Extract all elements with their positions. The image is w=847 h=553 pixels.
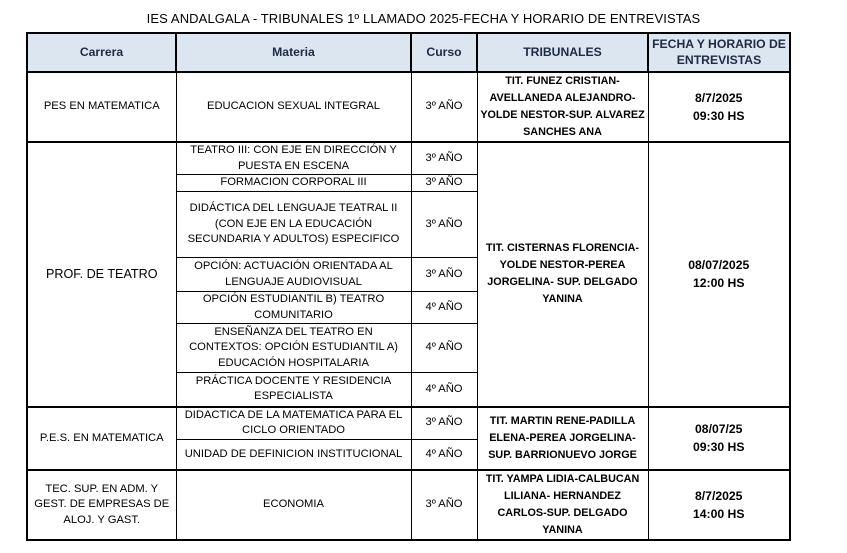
materia-cell: TEATRO III: CON EJE EN DIRECCIÓN Y PUESTA EN ESCENA bbox=[176, 142, 411, 175]
curso-cell: 3º AÑO bbox=[411, 175, 477, 192]
curso-cell: 4º AÑO bbox=[411, 292, 477, 324]
materia-cell: PRÁCTICA DOCENTE Y RESIDENCIA ESPECIALISTA bbox=[176, 373, 411, 407]
curso-cell: 4º AÑO bbox=[411, 324, 477, 373]
fecha-date: 8/7/2025 bbox=[695, 489, 743, 503]
table-header-row bbox=[27, 33, 790, 72]
header-carrera: Carrera bbox=[27, 33, 176, 72]
table-row bbox=[27, 407, 790, 440]
materia-cell: OPCIÓN: ACTUACIÓN ORIENTADA AL LENGUAJE AUDIOVISUAL bbox=[176, 258, 411, 292]
header-tribunales: TRIBUNALES bbox=[477, 33, 648, 72]
header-materia: Materia bbox=[176, 33, 411, 72]
tribunales-table bbox=[26, 32, 791, 541]
curso-cell: 3º AÑO bbox=[411, 192, 477, 258]
fecha-cell bbox=[648, 72, 790, 142]
materia-cell: DIDÁCTICA DEL LENGUAJE TEATRAL II (CON EJE EN LA EDUCACIÓN SECUNDARIA Y ADULTOS) ESPECIFICO bbox=[176, 192, 411, 258]
materia-cell: OPCIÓN ESTUDIANTIL B) TEATRO COMUNITARIO bbox=[176, 292, 411, 324]
fecha-cell bbox=[648, 142, 790, 407]
tribunal-cell: TIT. FUNEZ CRISTIAN-AVELLANEDA ALEJANDRO-YOLDE NESTOR-SUP. ALVAREZ SANCHES ANA bbox=[477, 72, 648, 142]
materia-cell: UNIDAD DE DEFINICION INSTITUCIONAL bbox=[176, 439, 411, 470]
curso-cell: 4º AÑO bbox=[411, 373, 477, 407]
carrera-cell: TEC. SUP. EN ADM. Y GEST. DE EMPRESAS DE ALOJ. Y GAST. bbox=[27, 470, 176, 540]
fecha-time: 14:00 HS bbox=[693, 507, 745, 521]
fecha-date: 8/7/2025 bbox=[695, 91, 743, 105]
fecha-time: 12:00 HS bbox=[693, 276, 745, 291]
curso-cell: 3º AÑO bbox=[411, 470, 477, 540]
materia-cell: ECONOMIA bbox=[176, 470, 411, 540]
curso-cell: 4º AÑO bbox=[411, 439, 477, 470]
page-title: IES ANDALGALA - TRIBUNALES 1º LLAMADO 2025-FECHA Y HORARIO DE ENTREVISTAS bbox=[146, 11, 701, 26]
materia-cell: DIDACTICA DE LA MATEMATICA PARA EL CICLO ORIENTADO bbox=[176, 407, 411, 440]
fecha-cell bbox=[648, 407, 790, 471]
carrera-cell: PROF. DE TEATRO bbox=[27, 142, 176, 407]
tribunal-cell: TIT. CISTERNAS FLORENCIA-YOLDE NESTOR-PEREA JORGELINA- SUP. DELGADO YANINA bbox=[477, 142, 648, 407]
curso-cell: 3º AÑO bbox=[411, 142, 477, 175]
header-fecha: FECHA Y HORARIO DE ENTREVISTAS bbox=[648, 33, 790, 72]
materia-cell: EDUCACION SEXUAL INTEGRAL bbox=[176, 72, 411, 142]
header-curso: Curso bbox=[411, 33, 477, 72]
fecha-date: 08/07/25 bbox=[695, 422, 743, 437]
curso-cell: 3º AÑO bbox=[411, 407, 477, 440]
fecha-cell bbox=[648, 470, 790, 540]
materia-cell: ENSEÑANZA DEL TEATRO EN CONTEXTOS: OPCIÓN ESTUDIANTIL A) EDUCACIÓN HOSPITALARIA bbox=[176, 324, 411, 373]
carrera-cell: PES EN MATEMATICA bbox=[27, 72, 176, 142]
curso-cell: 3º AÑO bbox=[411, 258, 477, 292]
carrera-cell: P.E.S. EN MATEMATICA bbox=[27, 407, 176, 471]
fecha-time: 09:30 HS bbox=[693, 440, 745, 455]
table-row bbox=[27, 72, 790, 142]
fecha-time: 09:30 HS bbox=[693, 109, 745, 123]
tribunal-cell: TIT. YAMPA LIDIA-CALBUCAN LILIANA- HERNANDEZ CARLOS-SUP. DELGADO YANINA bbox=[477, 470, 648, 540]
fecha-date: 08/07/2025 bbox=[688, 258, 750, 273]
table-row bbox=[27, 142, 790, 175]
table-row bbox=[27, 470, 790, 540]
curso-cell: 3º AÑO bbox=[411, 72, 477, 142]
materia-cell: FORMACION CORPORAL III bbox=[176, 175, 411, 192]
tribunal-cell: TIT. MARTIN RENE-PADILLA ELENA-PEREA JORGELINA-SUP. BARRIONUEVO JORGE bbox=[477, 407, 648, 471]
